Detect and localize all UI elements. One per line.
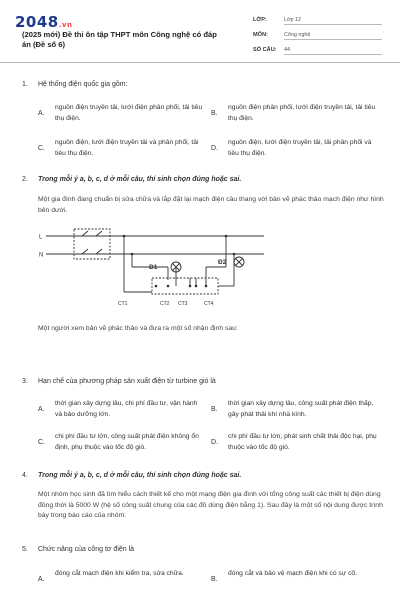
question-4-paragraph: Một nhóm học sinh đã tìm hiểu cách thiết kế cho một mạng điện gia đình với tổng công suất các thiết bị điện dùng đồng thời là 5000 W (hệ số công suất chung của các đồ dùng điện bằng 1). Sau đây là một số nội dung được trình bày trong báo cáo của nhóm: bbox=[38, 491, 383, 519]
switch-ct1-label: CT1 bbox=[118, 301, 128, 307]
question-5-text: Chức năng của công tơ điện là bbox=[38, 546, 135, 553]
header bbox=[0, 0, 400, 63]
q1-option-d[interactable]: nguồn điện, lưới điện truyền tải, tải phân phối và tiêu thụ điện. bbox=[228, 139, 372, 157]
staircase-circuit-diagram bbox=[36, 222, 264, 314]
q3-option-b-letter: B. bbox=[211, 406, 218, 413]
q3-option-c[interactable]: chi phí đầu tư lớn, công suất phát điện không ổn định, phụ thuộc vào tốc độ gió. bbox=[55, 433, 199, 451]
question-2-statements-intro: Một người xem bản vẽ phác thảo và đưa ra một số nhận định sau: bbox=[38, 325, 238, 332]
q1-option-a-letter: A. bbox=[38, 110, 45, 117]
doc-title: (2025 mới) Đề thi ôn tập THPT môn Công nghệ có đáp án (Đề số 6) bbox=[22, 30, 217, 49]
q3-option-c-letter: C. bbox=[38, 439, 45, 446]
q1-option-b[interactable]: nguồn điện phân phối, lưới điện truyền tải, tải tiêu thụ điện. bbox=[228, 104, 376, 122]
q3-option-b[interactable]: thời gian xây dựng lâu, công suất phát điện thấp, gây phát thải khí nhà kính. bbox=[228, 400, 374, 418]
q3-option-d-letter: D. bbox=[211, 439, 218, 446]
q3-option-a-letter: A. bbox=[38, 406, 45, 413]
switch-ct2-label: CT2 bbox=[160, 301, 170, 307]
q1-option-b-letter: B. bbox=[211, 110, 218, 117]
q3-option-a[interactable]: thời gian xây dựng lâu, chi phí đầu tư, vận hành và bảo dưỡng lớn. bbox=[55, 400, 198, 418]
line-n-label: N bbox=[39, 252, 44, 259]
q5-option-a[interactable]: đóng cắt mạch điện khi kiểm tra, sửa chữa. bbox=[55, 570, 184, 577]
question-5-number: 5. bbox=[22, 546, 28, 553]
class-value: Lớp 12 bbox=[284, 17, 382, 25]
site-logo[interactable]: 2048.vn bbox=[15, 13, 73, 31]
lamp-1-label: Đ1 bbox=[149, 264, 158, 271]
switch-ct4-label: CT4 bbox=[204, 301, 214, 307]
class-label: LỚP: bbox=[253, 17, 267, 23]
question-2-text: Trong mỗi ý a, b, c, d ở mỗi câu, thí sinh chọn đúng hoặc sai. bbox=[38, 176, 242, 183]
subject-label: MÔN: bbox=[253, 32, 268, 38]
question-3-text: Hạn chế của phương pháp sản xuất điện từ turbine gió là bbox=[38, 378, 216, 385]
question-4-number: 4. bbox=[22, 472, 28, 479]
q5-option-b[interactable]: đóng cắt và bảo vệ mạch điện khi có sự cố. bbox=[228, 570, 358, 577]
q3-option-d[interactable]: chi phí đầu tư lớn, phát sinh chất thải độc hại, phụ thuộc vào tốc độ gió. bbox=[228, 433, 377, 451]
lamp-2-label: Đ2 bbox=[218, 259, 227, 266]
q1-option-d-letter: D. bbox=[211, 145, 218, 152]
question-3-number: 3. bbox=[22, 378, 28, 385]
question-1-text: Hệ thống điện quốc gia gồm: bbox=[38, 81, 128, 88]
subject-value: Công nghệ bbox=[284, 32, 382, 40]
q5-option-a-letter: A. bbox=[38, 576, 45, 583]
question-2-paragraph: Một gia đình đang chuẩn bị sửa chữa và lắp đặt lại mạch điện cầu thang với bản vẽ phác thảo mạch điện như hình bên dưới. bbox=[38, 196, 384, 214]
count-value: 44 bbox=[284, 47, 382, 55]
line-l-label: L bbox=[39, 234, 43, 241]
q5-option-b-letter: B. bbox=[211, 576, 218, 583]
q1-option-c[interactable]: nguồn điện, lưới điện truyền tải và phân phối, tải tiêu thụ điện. bbox=[55, 139, 199, 157]
switch-ct3-label: CT3 bbox=[178, 301, 188, 307]
q1-option-a[interactable]: nguồn điện truyền tải, lưới điện phân phối, tải tiêu thụ điện. bbox=[55, 104, 203, 122]
question-4-text: Trong mỗi ý a, b, c, d ở mỗi câu, thí sinh chọn đúng hoặc sai. bbox=[38, 472, 242, 479]
question-2-number: 2. bbox=[22, 176, 28, 183]
count-label: SỐ CÂU: bbox=[253, 47, 277, 53]
question-1-number: 1. bbox=[22, 81, 28, 88]
q1-option-c-letter: C. bbox=[38, 145, 45, 152]
